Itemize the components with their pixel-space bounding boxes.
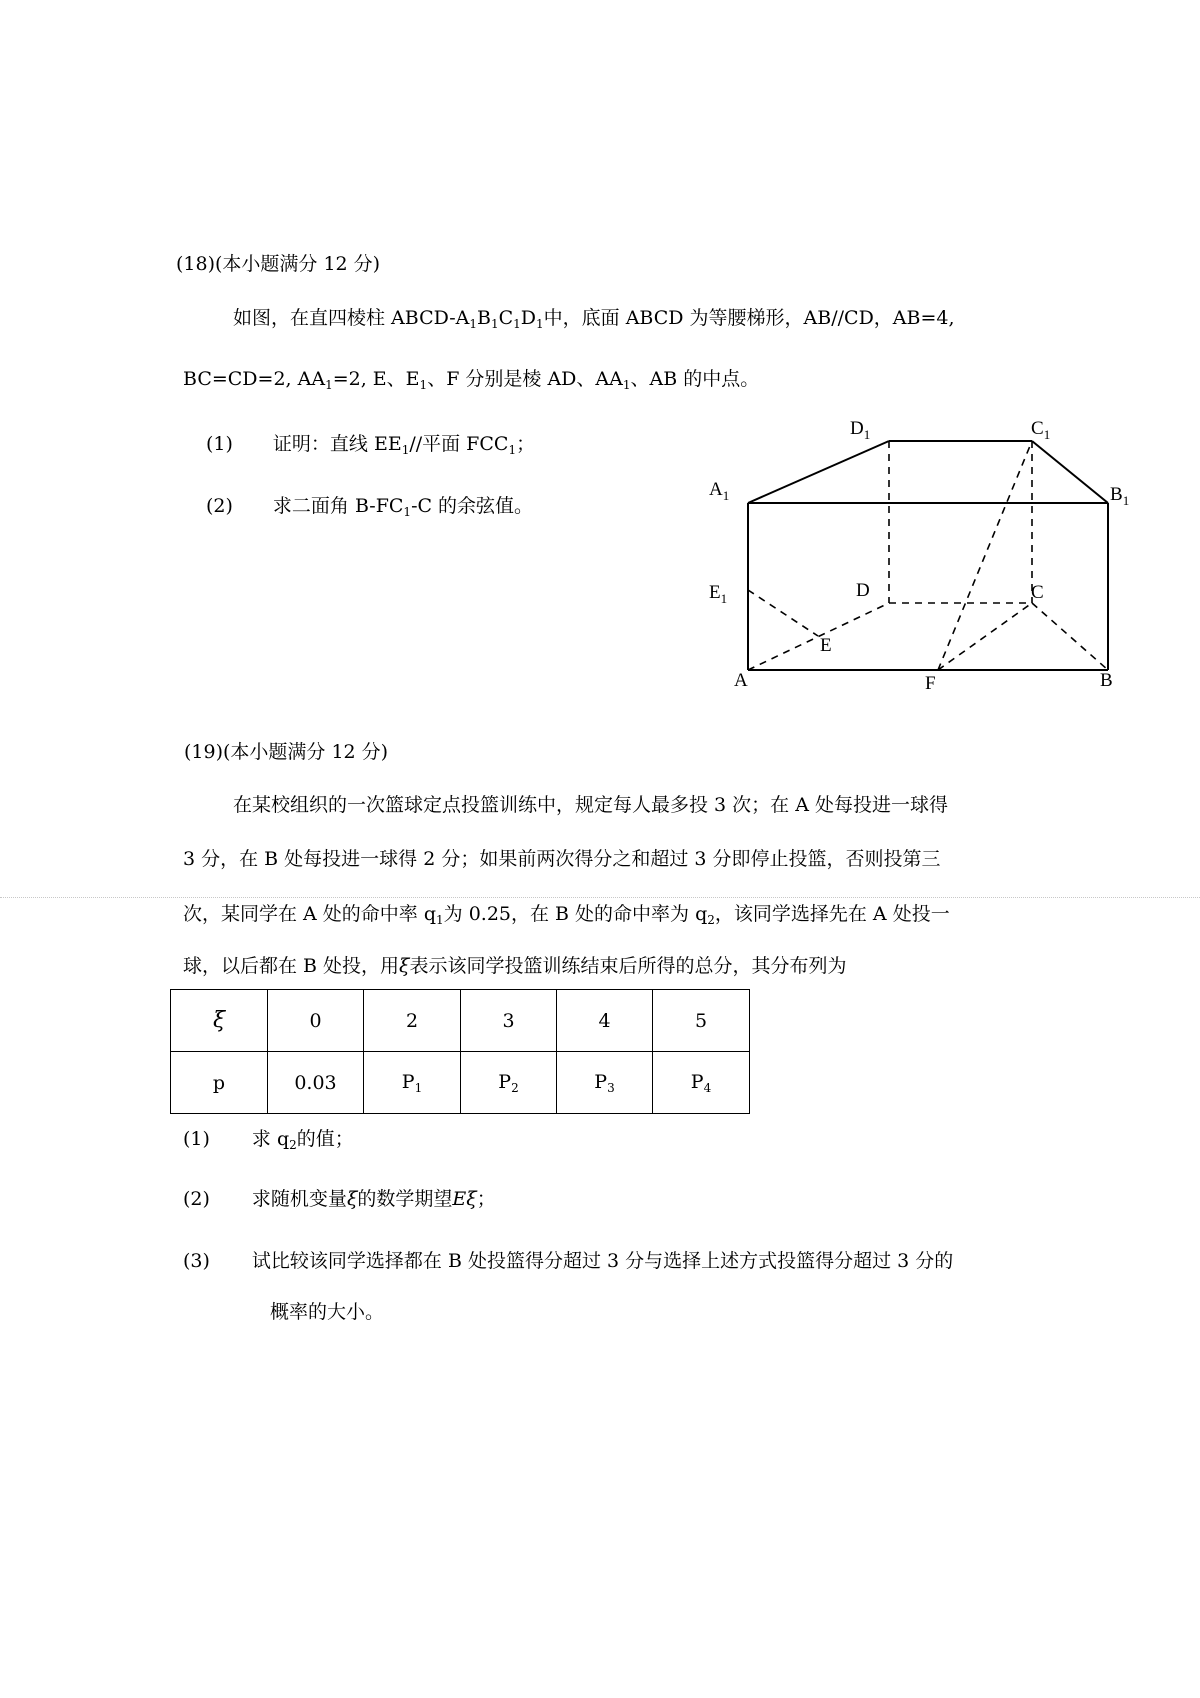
label-B: B: [1100, 670, 1113, 691]
distribution-table: [170, 989, 750, 1114]
table-header-row: [171, 990, 750, 1052]
label-D1: $D_1$: [850, 418, 871, 442]
q18-stem-text: B: [476, 307, 491, 329]
part-text: 求随机变量: [251, 1188, 347, 1210]
table-cell: 3: [461, 990, 557, 1052]
table-cell: ξ: [171, 990, 268, 1052]
part-number: (3): [183, 1250, 210, 1272]
subscript: 2: [707, 913, 715, 927]
label-B1: $B_1$: [1110, 484, 1130, 508]
q19-stem-line2: 3 分，在 B 处每投进一球得 2 分；如果前两次得分之和超过 3 分即停止投篮，否则投第三: [183, 848, 941, 870]
subscript: 1: [325, 378, 333, 392]
q19-part1: [183, 1127, 354, 1157]
table-cell: 5: [653, 990, 750, 1052]
label-F: F: [925, 673, 936, 694]
xi-symbol: ξ: [346, 1188, 358, 1210]
part-text: 的值；: [296, 1128, 354, 1150]
label-E: E: [820, 635, 832, 656]
part-number: (2): [183, 1188, 210, 1210]
subscript: 1: [436, 913, 444, 927]
q18-stem-text: 、F 分别是棱 AD、AA: [427, 368, 623, 390]
part-text: -C 的余弦值。: [411, 495, 534, 517]
subscript: 1: [419, 378, 428, 392]
label-D: D: [856, 580, 870, 601]
q18-stem-text: 、AB 的中点。: [630, 368, 760, 390]
subscript: 1: [403, 505, 412, 519]
q18-stem-text: D: [520, 307, 537, 329]
part-text: 求二面角 B-FC: [272, 495, 404, 517]
subscript: 1: [401, 443, 410, 457]
q19-stem-line1: 在某校组织的一次篮球定点投篮训练中，规定每人最多投 3 次；在 A 处每投进一球得: [233, 794, 948, 816]
subscript: 1: [513, 317, 521, 331]
table-cell: $P_3$: [557, 1052, 653, 1114]
table-cell: $P_4$: [653, 1052, 750, 1114]
table-cell: 4: [557, 990, 653, 1052]
q19-stem-text: 表示该同学投篮训练结束后所得的总分，其分布列为: [409, 955, 847, 977]
q18-stem-text: 如图，在直四棱柱 ABCD-A: [233, 307, 470, 329]
subscript: 1: [469, 317, 477, 331]
table-cell: p: [171, 1052, 268, 1114]
q19-stem-text: ，该同学选择先在 A 处投一: [714, 903, 950, 925]
part-text: 求 q: [251, 1128, 290, 1150]
part-text: ；: [476, 1188, 496, 1210]
subscript: 2: [289, 1138, 297, 1152]
q19-part3-continued: 概率的大小。: [270, 1301, 385, 1323]
subscript: 1: [536, 317, 544, 331]
part-text: 的数学期望: [357, 1188, 453, 1210]
part-text: //平面 FCC: [409, 433, 509, 455]
table-cell: $P_2$: [461, 1052, 557, 1114]
q18-header: (18)(本小题满分 12 分): [176, 253, 381, 275]
part-text: ；: [516, 433, 536, 455]
q18-stem-text: BC=CD=2, AA: [183, 368, 326, 390]
table-cell: 0.03: [268, 1052, 364, 1114]
q18-stem-text: C: [498, 307, 514, 329]
table-cell: 0: [268, 990, 364, 1052]
label-E1: $E_1$: [709, 582, 728, 606]
q19-header: (19)(本小题满分 12 分): [184, 741, 389, 763]
part-number: (2): [206, 495, 233, 517]
part-text: 证明：直线 EE: [272, 433, 402, 455]
xi-symbol: ξ: [399, 955, 410, 977]
q19-part3: [183, 1249, 953, 1273]
page-fold-divider: [0, 897, 1200, 898]
subscript: 1: [490, 317, 499, 331]
part-text: 试比较该同学选择都在 B 处投篮得分超过 3 分与选择上述方式投篮得分超过 3 分的: [251, 1250, 954, 1272]
subscript: 1: [508, 443, 517, 457]
label-A: A: [734, 670, 748, 691]
q19-stem-line3: [183, 902, 950, 932]
part-number: (1): [206, 433, 233, 455]
q19-stem-text: 次，某同学在 A 处的命中率 q: [183, 903, 437, 925]
label-C1: $C_1$: [1031, 418, 1051, 442]
subscript: 1: [622, 378, 631, 392]
q19-stem-line4: [183, 954, 847, 978]
label-C: C: [1031, 582, 1044, 603]
part-number: (1): [183, 1128, 210, 1150]
q19-stem-text: 球，以后都在 B 处投，用: [183, 955, 400, 977]
table-cell: 2: [364, 990, 461, 1052]
q19-part2: [183, 1187, 496, 1211]
q19-stem-text: 为 0.25，在 B 处的命中率为 q: [443, 903, 708, 925]
table-cell: $P_1$: [364, 1052, 461, 1114]
q18-stem-text: 中，底面 ABCD 为等腰梯形，AB//CD，AB=4,: [543, 307, 955, 329]
q18-stem-text: =2, E、E: [332, 368, 420, 390]
expectation-symbol: Eξ: [452, 1188, 477, 1210]
label-A1: $A_1$: [709, 479, 730, 503]
table-row: [171, 1052, 750, 1114]
